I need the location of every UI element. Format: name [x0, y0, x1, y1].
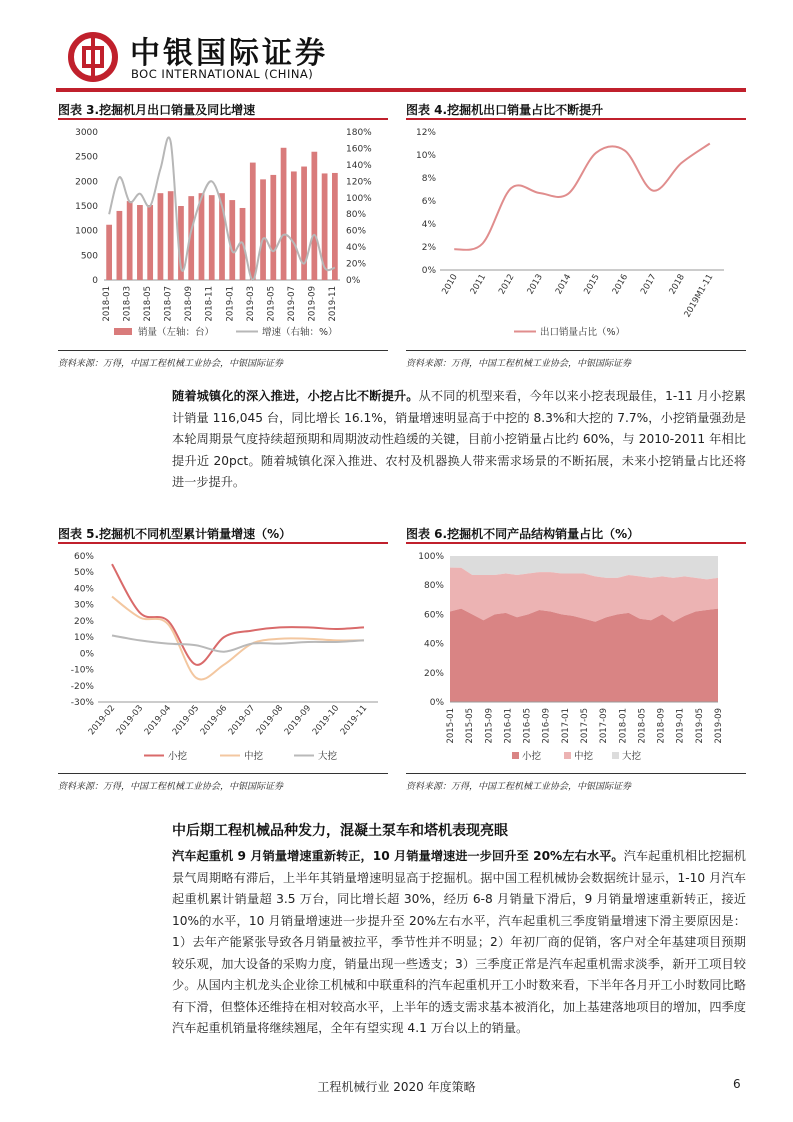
legend-label: 中挖 [244, 751, 264, 762]
x-tick-label: 2019M1-11 [682, 272, 716, 320]
legend-label: 小挖 [168, 751, 188, 762]
bar-sales [168, 191, 174, 280]
x-tick-label: 2019-08 [254, 703, 286, 738]
bank-logo-icon [68, 32, 118, 82]
y-left-tick-label: 1500 [75, 202, 98, 212]
x-tick-label: 2019-05 [694, 708, 705, 744]
x-tick-label: 2019-09 [282, 703, 314, 738]
paragraph-truck-crane [172, 846, 746, 1040]
x-tick-label: 2017 [639, 272, 659, 297]
y-right-tick-label: 160% [346, 144, 372, 155]
bar-sales [137, 205, 143, 280]
figure-5-chart [58, 544, 388, 772]
bar-sales [209, 195, 215, 280]
bar-sales [332, 173, 338, 280]
figure-6-source: 资料来源：万得，中国工程机械工业协会，中银国际证券 [406, 782, 632, 792]
x-tick-label: 2012 [497, 272, 517, 297]
y-tick-label: 60% [73, 552, 94, 562]
x-tick-label: 2013 [525, 272, 545, 297]
figure-5-source: 资料来源：万得，中国工程机械工业协会，中银国际证券 [58, 782, 284, 792]
legend-swatch [512, 752, 519, 759]
y-tick-label: 80% [423, 581, 444, 592]
x-tick-label: 2016-05 [522, 708, 533, 744]
x-tick-label: 2019-11 [338, 703, 370, 738]
x-tick-label: 2015 [582, 272, 602, 297]
paragraph-body: 从不同的机型来看，今年以来小挖表现最佳，1-11 月小挖累计销量 116,045 台，同比增长 16.1%，销量增速明显高于中挖的 8.3%和大挖的 7.7%，小挖销量强劲是本轮周期景气度持续超预期和周期波动性趋缓的关键，目前小挖销量占比约 60%，与 2010-2011 年相比提升近 20pct。随着城镇化深入推进、农村及机器换人带来需求场景的不断拓展，未来小挖销量占比还将进一步提升。 [172, 389, 746, 489]
y-tick-label: 40% [423, 639, 444, 650]
y-left-tick-label: 500 [80, 251, 98, 262]
figure-3-source: 资料来源：万得，中国工程机械工业协会，中银国际证券 [58, 359, 284, 369]
y-tick-label: 4% [421, 220, 436, 230]
x-tick-label: 2018-05 [143, 286, 154, 322]
x-tick-label: 2016-09 [541, 708, 552, 744]
y-right-tick-label: 120% [346, 177, 372, 188]
x-tick-label: 2019-07 [226, 703, 258, 738]
x-tick-label: 2019-01 [225, 286, 236, 322]
figure-4-title: 图表 4.挖掘机出口销量占比不断提升 [406, 103, 604, 117]
x-tick-label: 2016-01 [503, 708, 514, 744]
figure-3-chart [58, 120, 388, 350]
x-tick-label: 2015-05 [465, 708, 476, 744]
bar-sales [270, 175, 276, 280]
x-tick-label: 2018-07 [163, 286, 174, 322]
y-tick-label: 40% [73, 584, 94, 595]
chart-background [58, 544, 388, 772]
header-divider [56, 88, 746, 92]
bar-sales [127, 201, 133, 280]
y-right-tick-label: 180% [346, 128, 372, 138]
figure-6-chart [406, 544, 746, 772]
y-left-tick-label: 3000 [75, 128, 98, 138]
x-tick-label: 2019-05 [266, 286, 277, 322]
y-tick-label: 10% [73, 633, 94, 644]
bar-sales [147, 205, 153, 280]
bar-sales [291, 171, 297, 280]
legend-swatch [564, 752, 571, 759]
y-right-tick-label: 140% [346, 160, 372, 171]
y-right-tick-label: 60% [346, 226, 367, 237]
brand-name-en: BOC INTERNATIONAL (CHINA) [131, 67, 314, 81]
y-left-tick-label: 1000 [75, 226, 98, 237]
y-tick-label: 0% [79, 649, 94, 660]
x-tick-label: 2018-01 [618, 708, 629, 744]
legend-label-growth: 增速（右轴：%） [262, 327, 338, 338]
bar-sales [117, 211, 123, 280]
footer-report-title: 工程机械行业 2020 年度策略 [317, 1080, 476, 1094]
x-tick-label: 2017-09 [599, 708, 610, 744]
y-right-tick-label: 40% [346, 243, 367, 254]
y-tick-label: 20% [423, 668, 444, 679]
legend-label: 大挖 [318, 751, 338, 762]
x-tick-label: 2019-09 [307, 286, 318, 322]
x-tick-label: 2019-03 [245, 286, 256, 322]
brand-name-cn: 中银国际证券 [130, 36, 328, 71]
legend-label-sales: 销量（左轴：台） [138, 327, 215, 338]
bar-sales [229, 200, 235, 280]
y-tick-label: 50% [73, 568, 94, 579]
y-right-tick-label: 20% [346, 259, 367, 270]
x-tick-label: 2018-01 [102, 286, 113, 322]
area-small-excavator [450, 609, 718, 702]
y-tick-label: 12% [415, 128, 436, 138]
x-tick-label: 2018-09 [656, 708, 667, 744]
y-tick-label: 30% [73, 600, 94, 611]
legend-swatch [612, 752, 619, 759]
y-tick-label: 10% [415, 151, 436, 161]
x-tick-label: 2019-04 [142, 703, 174, 738]
y-right-tick-label: 0% [346, 276, 361, 286]
source-rule [58, 350, 388, 351]
section-heading: 中后期工程机械品种发力，混凝土泵车和塔机表现亮眼 [172, 823, 508, 839]
x-tick-label: 2011 [468, 272, 489, 297]
x-tick-label: 2017-05 [580, 708, 590, 744]
x-tick-label: 2014 [553, 272, 574, 297]
y-tick-label: -20% [70, 681, 94, 692]
y-tick-label: 100% [418, 552, 444, 562]
x-tick-label: 2017-01 [560, 708, 571, 744]
x-tick-label: 2019-03 [114, 703, 146, 738]
x-tick-label: 2019-06 [198, 703, 230, 738]
x-tick-label: 2015-01 [446, 708, 456, 744]
bar-sales [106, 225, 112, 280]
legend-label: 大挖 [622, 751, 642, 762]
x-tick-label: 2015-09 [484, 708, 495, 744]
x-tick-label: 2018-03 [122, 286, 133, 322]
figure-4-source: 资料来源：万得，中国工程机械工业协会，中银国际证券 [406, 359, 632, 369]
paragraph-small-excavator [172, 386, 746, 494]
y-tick-label: -30% [70, 698, 94, 708]
page-number: 6 [733, 1077, 741, 1091]
page-header [0, 0, 793, 96]
bar-sales [281, 148, 287, 280]
source-rule [406, 773, 746, 774]
x-tick-label: 2018-09 [184, 286, 195, 322]
y-tick-label: 0% [429, 698, 444, 708]
figure-3-title: 图表 3.挖掘机月出口销量及同比增速 [58, 103, 256, 117]
figure-6-title: 图表 6.挖掘机不同产品结构销量占比（%） [406, 527, 640, 541]
bar-sales [311, 152, 317, 280]
x-tick-label: 2018 [667, 272, 687, 297]
bar-sales [158, 193, 164, 280]
x-tick-label: 2018-05 [637, 708, 648, 744]
y-left-tick-label: 0 [92, 276, 98, 286]
legend-label-export-share: 出口销量占比（%） [540, 327, 626, 338]
y-right-tick-label: 100% [346, 193, 372, 204]
bar-sales [250, 163, 256, 280]
source-rule [406, 350, 746, 351]
source-rule [58, 773, 388, 774]
legend-label: 中挖 [574, 751, 594, 762]
legend-swatch-sales [114, 328, 132, 335]
x-tick-label: 2019-01 [675, 708, 686, 744]
y-right-tick-label: 80% [346, 210, 367, 221]
x-tick-label: 2016 [610, 272, 631, 297]
x-tick-label: 2018-11 [204, 286, 215, 322]
bar-sales [260, 179, 266, 280]
x-tick-label: 2019-05 [170, 703, 202, 738]
paragraph-lead: 随着城镇化的深入推进，小挖占比不断提升。 [172, 389, 419, 403]
paragraph-body: 汽车起重机相比挖掘机景气周期略有滞后，上半年其销量增速明显高于挖掘机。据中国工程机械协会数据统计显示，1-10 月汽车起重机累计销量超 3.5 万台，同比增长超 30%，经历 6-8 月销量下滑后，9 月销量增速重新转正，接近 10%的水平，10 月销量增速进一步提升至 20%左右水平，汽车起重机三季度销量增速下滑主要原因是：1）去年产能紧张导致各月销量被拉平，季节性并不明显；2）年初厂商的促销，客户对全年基建项目预期较乐观，加大设备的采购力度，销量出现一些透支；3）三季度正常是汽车起重机需求淡季，新开工项目较少。从国内主机龙头企业徐工机械和中联重科的汽车起重机开工小时数来看，下半年各月开工小时数同比略有下滑，但整体还维持在相对较高水平，上半年的透支需求基本被消化，加上基建落地项目的增加，四季度汽车起重机销量将继续翘尾，全年有望实现 4.1 万台以上的销量。 [172, 849, 746, 1035]
y-tick-label: 6% [421, 197, 436, 207]
paragraph-lead: 汽车起重机 9 月销量增速重新转正，10 月销量增速进一步回升至 20%左右水平。 [172, 849, 624, 863]
chart-background [406, 120, 746, 350]
figure-5-title: 图表 5.挖掘机不同机型累计销量增速（%） [58, 527, 292, 541]
legend-label: 小挖 [522, 751, 542, 762]
x-tick-label: 2019-07 [286, 286, 297, 322]
y-tick-label: 0% [421, 266, 436, 276]
y-tick-label: 60% [423, 610, 444, 621]
y-tick-label: -10% [70, 665, 94, 676]
y-tick-label: 8% [421, 174, 436, 184]
y-left-tick-label: 2500 [75, 152, 98, 163]
y-tick-label: 20% [73, 616, 94, 627]
x-tick-label: 2019-09 [714, 708, 724, 744]
x-tick-label: 2019-10 [310, 703, 342, 738]
x-tick-label: 2019-11 [327, 286, 338, 322]
x-tick-label: 2019-02 [86, 703, 118, 738]
x-tick-label: 2010 [440, 272, 460, 297]
y-tick-label: 2% [421, 243, 436, 253]
figure-4-chart [406, 120, 746, 350]
y-left-tick-label: 2000 [75, 177, 98, 188]
